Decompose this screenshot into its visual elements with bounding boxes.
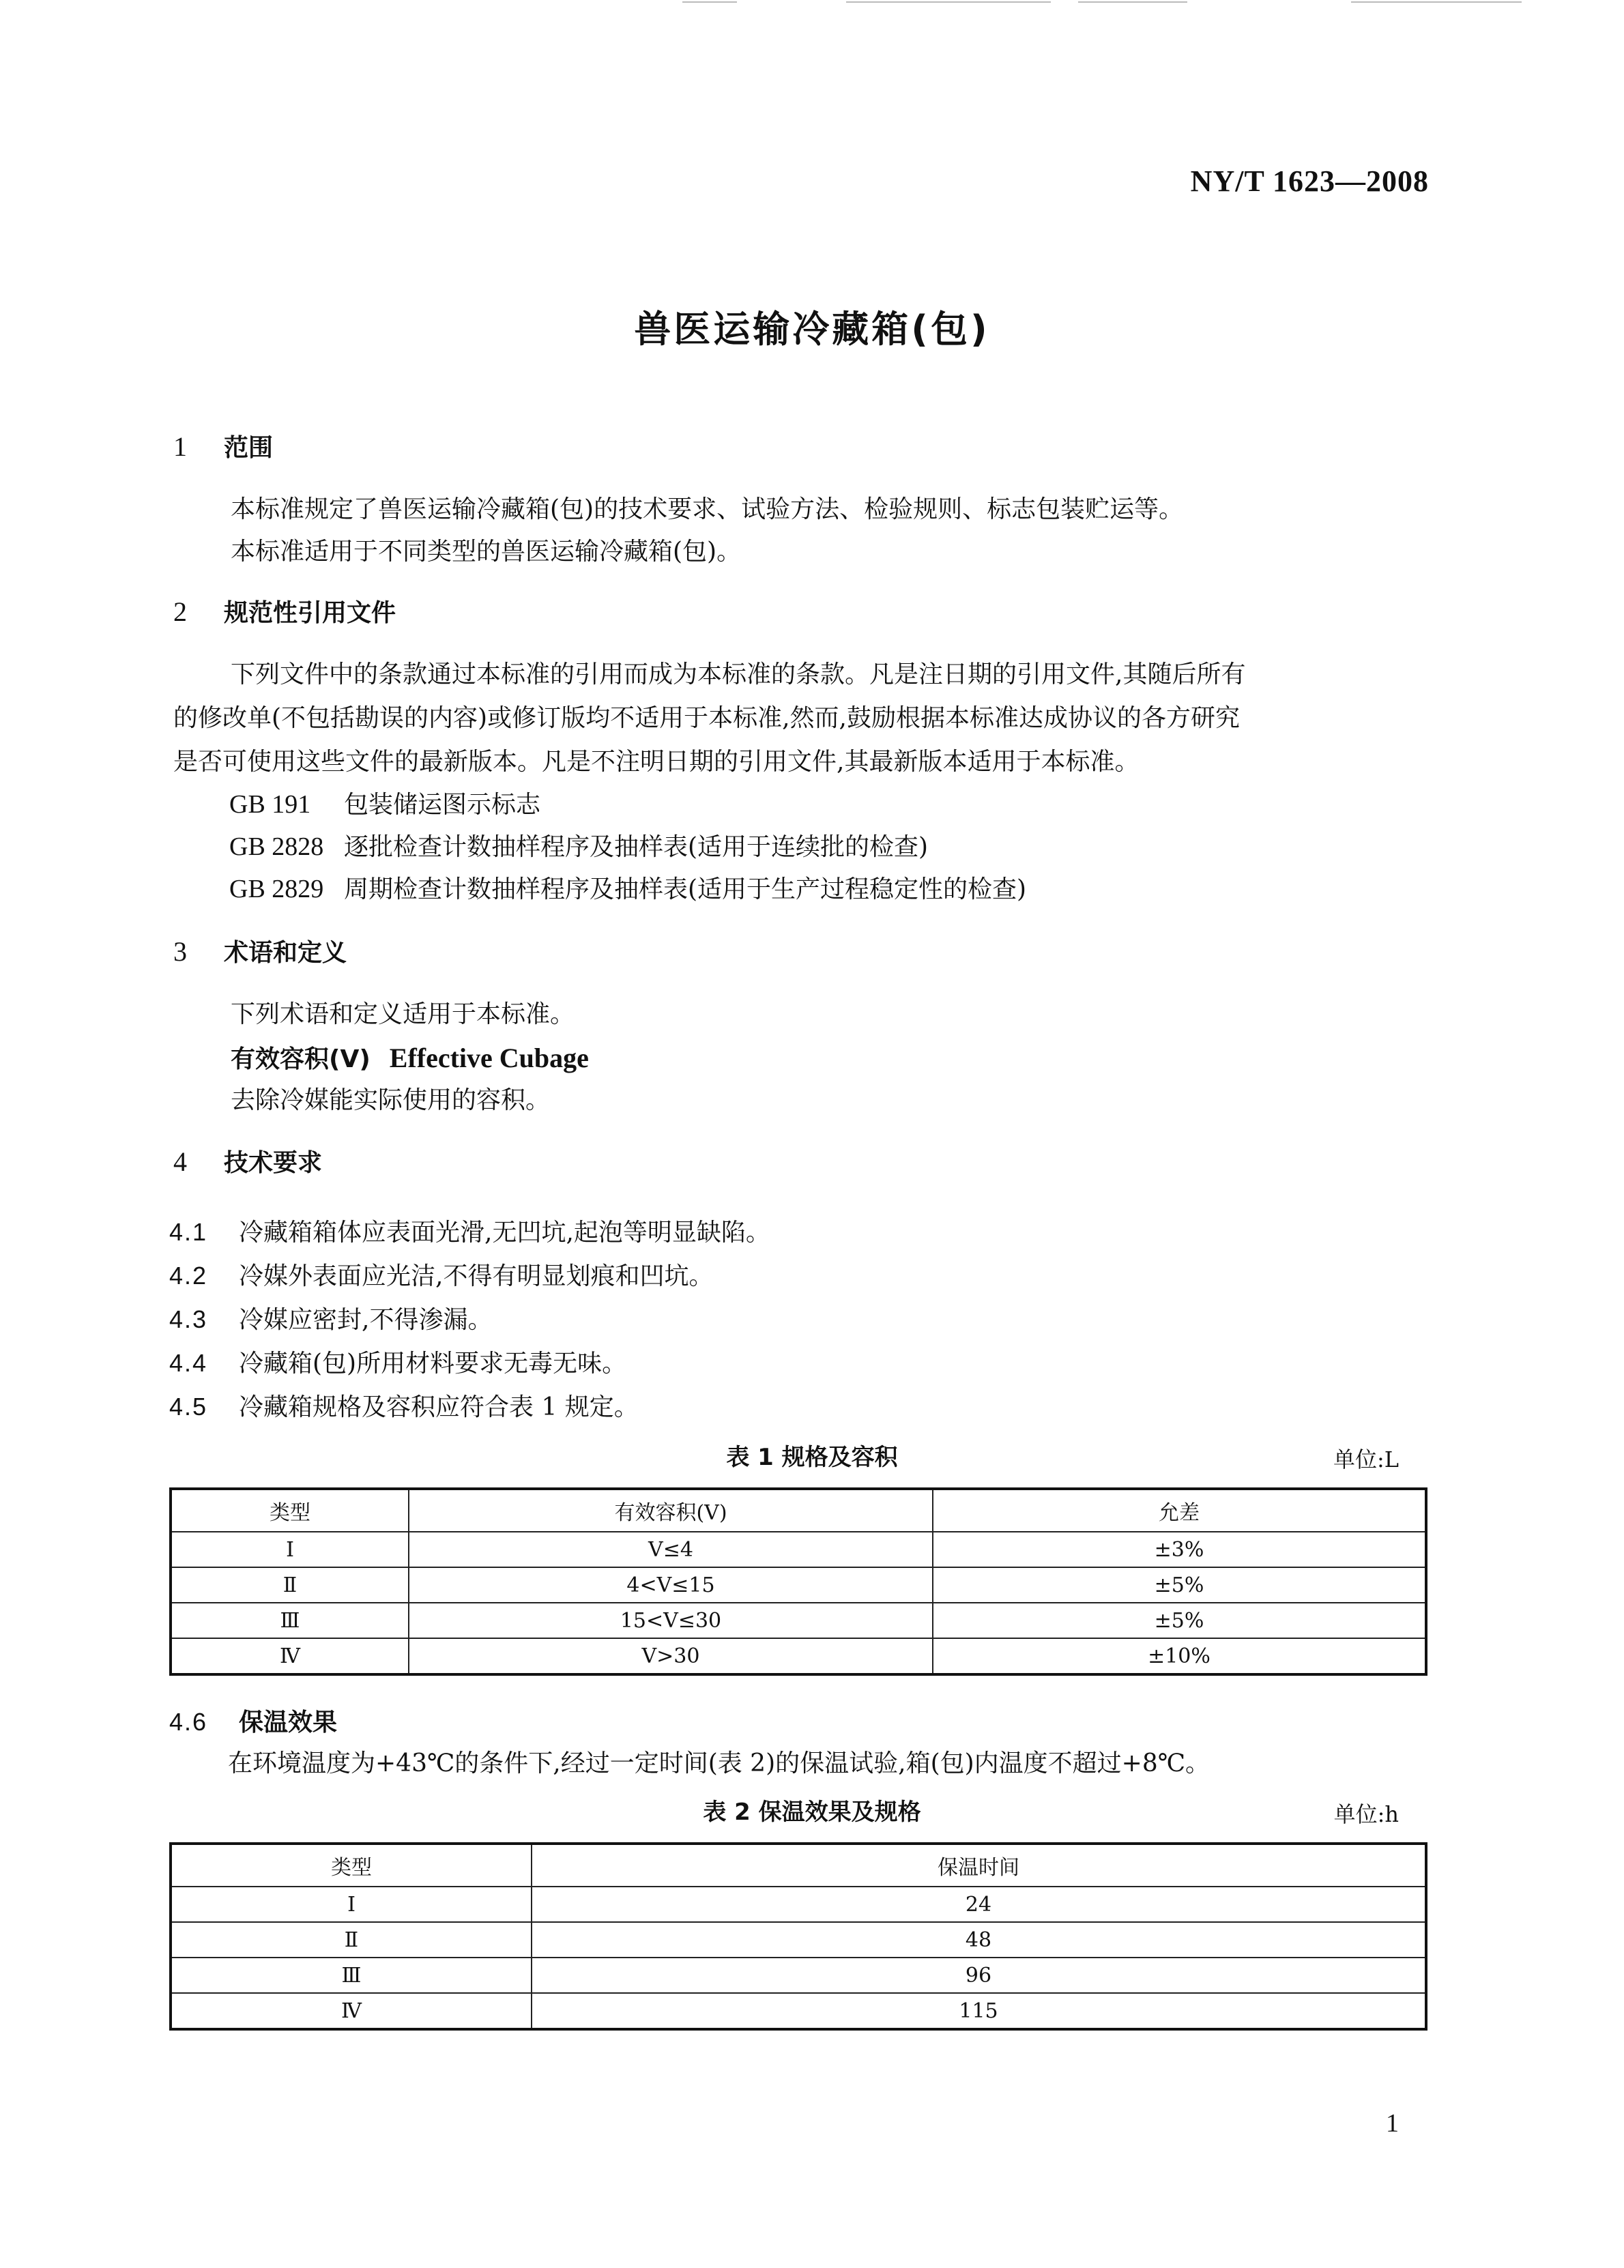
table-cell: Ⅲ	[171, 1958, 532, 1993]
table-row	[171, 1993, 1426, 2029]
table-cell: V>30	[409, 1638, 933, 1674]
section-4-heading	[173, 1144, 322, 1178]
clause-4-1	[169, 1213, 770, 1248]
clause-text: 冷藏箱规格及容积应符合表 1 规定。	[239, 1393, 639, 1421]
clause-number: 4.3	[169, 1305, 208, 1333]
table-row	[171, 1922, 1426, 1958]
table-cell: 4<V≤15	[409, 1567, 933, 1603]
table-row	[171, 1567, 1426, 1603]
table-cell: Ⅰ	[171, 1887, 532, 1922]
section-3-paragraph: 下列术语和定义适用于本标准。	[231, 1000, 575, 1028]
table-cell: V≤4	[409, 1532, 933, 1567]
section-2-paragraph-line-3: 是否可使用这些文件的最新版本。凡是不注明日期的引用文件,其最新版本适用于本标准。	[173, 748, 1140, 776]
section-3-heading	[173, 933, 347, 968]
clause-4-5	[169, 1388, 639, 1423]
clause-number: 4.5	[169, 1393, 208, 1421]
table-cell: ±5%	[933, 1567, 1426, 1603]
reference-item	[229, 826, 928, 869]
section-title: 规范性引用文件	[224, 599, 396, 627]
table-cell: Ⅳ	[171, 1638, 409, 1674]
section-1-heading	[173, 428, 273, 463]
clause-4-6-heading	[169, 1703, 337, 1738]
clause-text: 冷媒应密封,不得渗漏。	[239, 1306, 493, 1334]
table-cell: Ⅰ	[171, 1532, 409, 1567]
table-cell: 96	[532, 1958, 1426, 1993]
table-header-cell: 类型	[171, 1844, 532, 1887]
section-1-paragraph-2: 本标准适用于不同类型的兽医运输冷藏箱(包)。	[231, 538, 742, 566]
table-cell: 115	[532, 1993, 1426, 2029]
table-cell: ±5%	[933, 1603, 1426, 1638]
table-header-cell: 有效容积(V)	[409, 1489, 933, 1532]
table-cell: ±3%	[933, 1532, 1426, 1567]
section-number: 1	[173, 431, 187, 462]
clause-4-2	[169, 1257, 713, 1292]
table-header-cell: 允差	[933, 1489, 1426, 1532]
section-title: 技术要求	[224, 1149, 323, 1177]
table-header-cell: 类型	[171, 1489, 409, 1532]
clause-text: 冷媒外表面应光洁,不得有明显划痕和凹坑。	[239, 1262, 714, 1290]
reference-item	[229, 783, 540, 826]
table-cell: Ⅱ	[171, 1922, 532, 1958]
table-row	[171, 1603, 1426, 1638]
table-2-unit: 单位:h	[1333, 1801, 1399, 1827]
clause-4-4	[169, 1344, 626, 1379]
clause-4-6-text: 在环境温度为+43℃的条件下,经过一定时间(表 2)的保温试验,箱(包)内温度不超过+8℃。	[228, 1749, 1210, 1777]
reference-title: 逐批检查计数抽样程序及抽样表(适用于连续批的检查)	[344, 833, 929, 861]
table-header-row	[171, 1489, 1426, 1532]
page-title: 兽医运输冷藏箱(包)	[634, 308, 990, 351]
table-cell: Ⅱ	[171, 1567, 409, 1603]
clause-number: 4.6	[169, 1708, 208, 1736]
section-number: 3	[173, 936, 187, 967]
clause-text: 冷藏箱箱体应表面光滑,无凹坑,起泡等明显缺陷。	[239, 1219, 770, 1247]
table-row	[171, 1532, 1426, 1567]
clause-text: 冷藏箱(包)所用材料要求无毒无味。	[239, 1350, 627, 1378]
table-1-unit: 单位:L	[1333, 1446, 1399, 1472]
term-definition: 去除冷媒能实际使用的容积。	[231, 1086, 551, 1114]
table-cell: 48	[532, 1922, 1426, 1958]
table-row	[171, 1887, 1426, 1922]
table-1-caption: 表 1 规格及容积	[726, 1444, 898, 1471]
clause-number: 4.2	[169, 1262, 208, 1290]
term-chinese: 有效容积(V)	[231, 1045, 371, 1073]
section-number: 4	[173, 1146, 187, 1177]
clause-4-3	[169, 1300, 492, 1335]
table-row	[171, 1638, 1426, 1674]
section-title: 范围	[224, 434, 274, 462]
table-header-row	[171, 1844, 1426, 1887]
scan-artifact	[846, 1, 1051, 3]
table-1	[169, 1487, 1427, 1676]
page-number: 1	[1386, 2109, 1399, 2138]
term-heading	[231, 1037, 589, 1081]
section-2-heading	[173, 594, 396, 628]
section-title: 术语和定义	[224, 939, 347, 967]
clause-number: 4.4	[169, 1349, 208, 1377]
table-cell: Ⅲ	[171, 1603, 409, 1638]
table-2-caption: 表 2 保温效果及规格	[703, 1799, 921, 1826]
scan-artifact	[682, 1, 737, 3]
table-row	[171, 1958, 1426, 1993]
table-2	[169, 1842, 1427, 2031]
section-2-paragraph-line-1: 下列文件中的条款通过本标准的引用而成为本标准的条款。凡是注日期的引用文件,其随后所有	[231, 660, 1246, 688]
reference-item	[229, 868, 1026, 911]
table-header-cell: 保温时间	[532, 1844, 1426, 1887]
table-cell: 15<V≤30	[409, 1603, 933, 1638]
section-2-paragraph-line-2: 的修改单(不包括勘误的内容)或修订版均不适用于本标准,然而,鼓励根据本标准达成协议的各方研究	[173, 704, 1240, 732]
table-cell: Ⅳ	[171, 1993, 532, 2029]
reference-title: 周期检查计数抽样程序及抽样表(适用于生产过程稳定性的检查)	[344, 875, 1027, 903]
reference-code: GB 2828	[229, 832, 324, 861]
clause-number: 4.1	[169, 1218, 208, 1246]
table-cell: 24	[532, 1887, 1426, 1922]
section-1-paragraph-1: 本标准规定了兽医运输冷藏箱(包)的技术要求、试验方法、检验规则、标志包装贮运等。	[231, 495, 1184, 523]
section-number: 2	[173, 596, 187, 627]
scan-artifact	[1078, 1, 1187, 3]
scan-artifact	[1351, 1, 1522, 3]
reference-code: GB 191	[229, 790, 311, 819]
clause-title: 保温效果	[239, 1709, 338, 1736]
term-english: Effective Cubage	[389, 1043, 589, 1073]
document-code: NY/T 1623—2008	[1190, 164, 1429, 198]
reference-code: GB 2829	[229, 875, 324, 903]
table-cell: ±10%	[933, 1638, 1426, 1674]
reference-title: 包装储运图示标志	[344, 791, 541, 819]
